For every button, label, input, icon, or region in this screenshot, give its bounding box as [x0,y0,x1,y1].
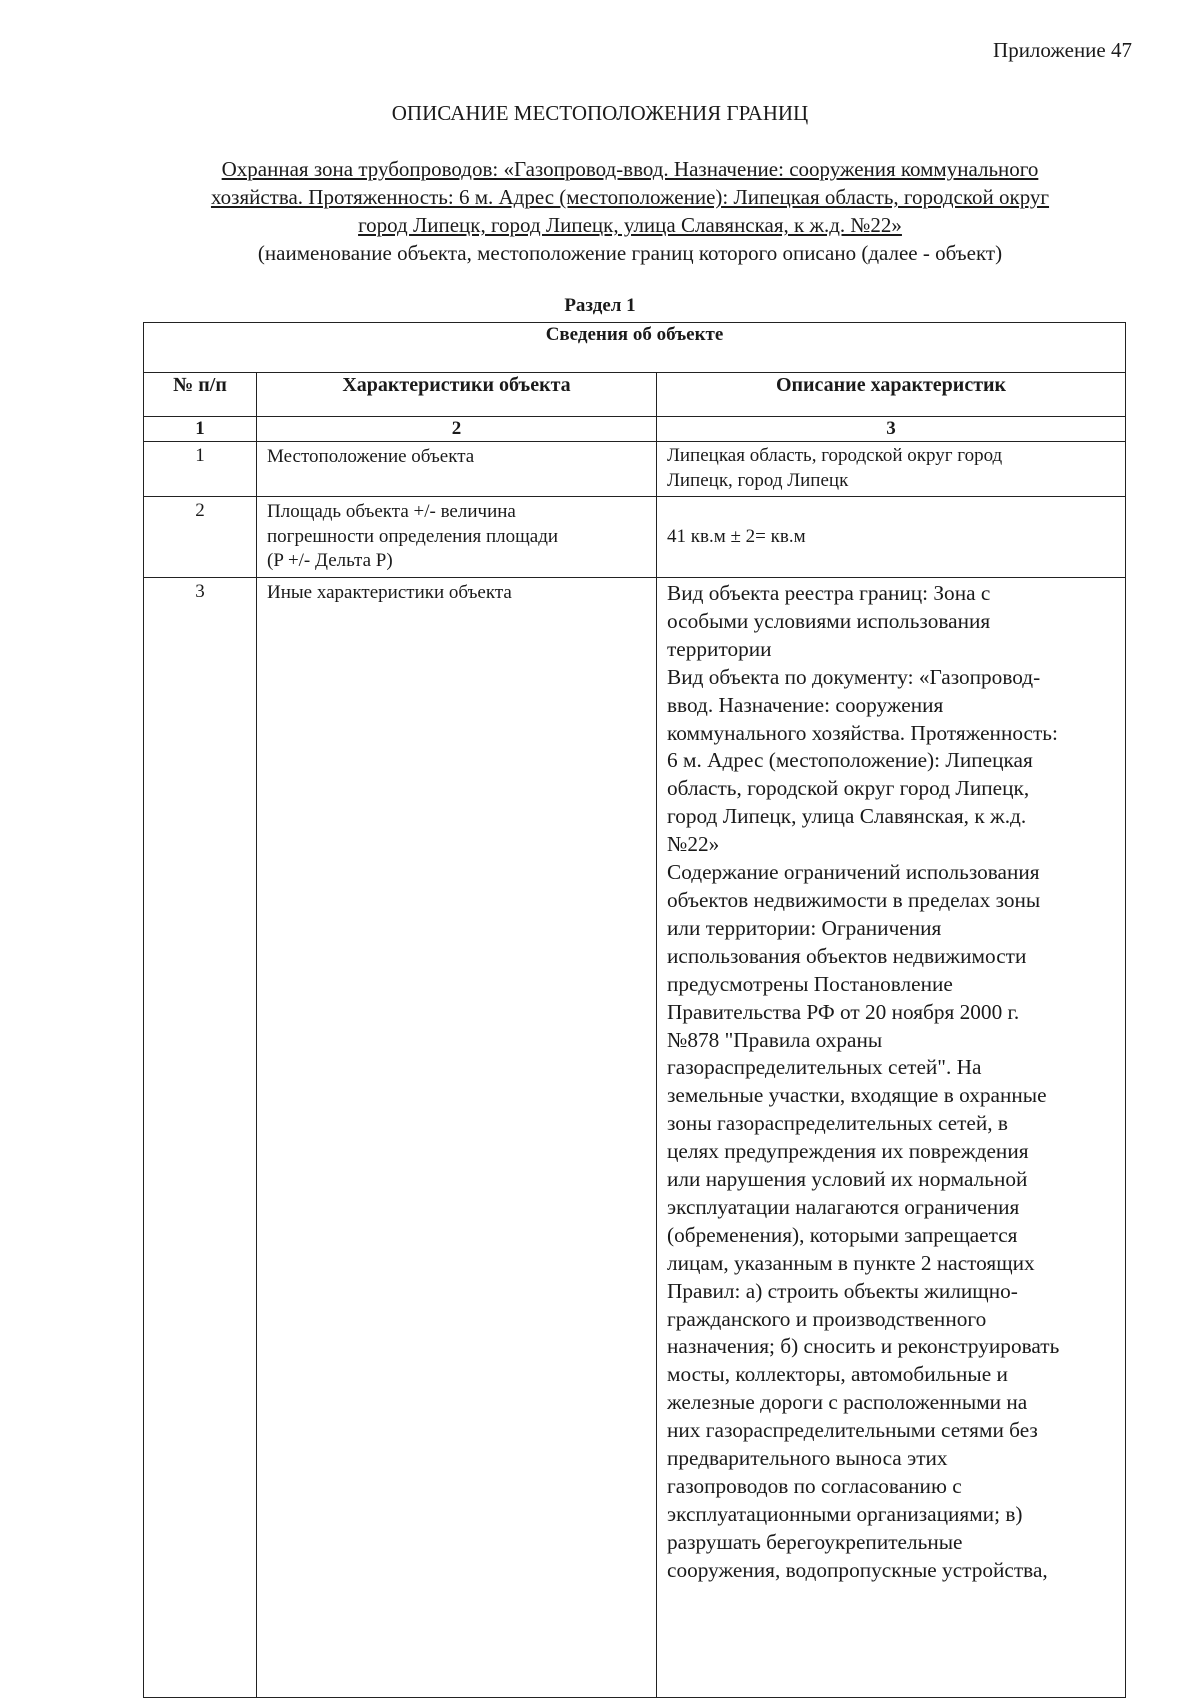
description-line: Содержание ограничений использования [667,860,1040,885]
section-title: Раздел 1 [564,295,636,316]
object-name-caption: (наименование объекта, местоположение границ которого описано (далее - объект) [257,241,1003,265]
description-line: №878 "Правила охраны [667,1027,883,1052]
description-line: них газораспределительными сетями без [667,1418,1038,1443]
description-line: предусмотрены Постановление [667,971,953,996]
description-line: №22» [667,832,720,857]
table-caption-row [144,323,1126,373]
description-line: или территории: Ограничения [667,915,942,940]
description-line: город Липецк, улица Славянская, к ж.д. [667,804,1027,829]
description-line: мосты, коллекторы, автомобильные и [667,1362,1008,1387]
row-description [657,442,1126,497]
description-line: целях предупреждения их повреждения [667,1139,1029,1164]
description-line: сооружения, водопропускные устройства, [667,1557,1048,1582]
column-number: 3 [657,417,1126,442]
appendix-number: Приложение 47 [993,38,1132,62]
description-line: область, городской округ город Липецк, [667,776,1030,801]
object-name-line: хозяйства. Протяженность: 6 м. Адрес (местоположение): Липецкая область, городской округ [210,185,1050,209]
header-description: Описание характеристик [657,373,1126,417]
row-description [657,578,1126,1698]
description-line: Правительства РФ от 20 ноября 2000 г. [667,999,1020,1024]
description-line: использования объектов недвижимости [667,943,1027,968]
table-header-row [144,373,1126,417]
row-number: 2 [144,497,257,578]
description-line: Правил: а) строить объекты жилищно- [667,1278,1018,1303]
description-line: территории [667,636,772,661]
row-characteristic: Иные характеристики объекта [257,578,657,1698]
description-line: Липецкая область, городской округ город [667,445,1003,466]
description-line: объектов недвижимости в пределах зоны [667,887,1041,912]
description-line: коммунального хозяйства. Протяженность: [667,720,1058,745]
row-number: 1 [144,442,257,497]
column-number: 2 [257,417,657,442]
description-line: эксплуатационными организациями; в) [667,1501,1023,1526]
description-line: Вид объекта по документу: «Газопровод- [667,664,1041,689]
description-line: газораспределительных сетей". На [667,1055,982,1080]
description-line: ввод. Назначение: сооружения [667,692,944,717]
description-line: (обременения), которыми запрещается [667,1222,1018,1247]
description-line: газопроводов по согласованию с [667,1474,962,1498]
characteristic-line: Площадь объекта +/- величина [267,501,516,522]
characteristic-line: (P +/- Дельта P) [267,550,393,571]
description-line: 6 м. Адрес (местоположение): Липецкая [667,748,1033,773]
description-line: или нарушения условий их нормальной [667,1167,1028,1192]
object-name-block [140,155,1120,267]
description-line: Вид объекта реестра границ: Зона с [667,581,991,605]
description-line: зоны газораспределительных сетей, в [667,1111,1008,1136]
description-line: эксплуатации налагаются ограничения [667,1194,1020,1219]
description-line: железные дороги с расположенными на [667,1390,1028,1415]
description-line: гражданского и производственного [667,1306,987,1331]
document-title: ОПИСАНИЕ МЕСТОПОЛОЖЕНИЯ ГРАНИЦ [391,101,809,125]
table-row [144,497,1126,578]
row-number: 3 [144,578,257,1698]
description-line: особыми условиями использования [667,608,991,633]
description-line: Липецк, город Липецк [667,469,849,491]
table-row [144,442,1126,497]
header-characteristic: Характеристики объекта [257,373,657,417]
description-line: назначения; б) сносить и реконструировать [667,1334,1060,1359]
characteristic-line: погрешности определения площади [267,525,559,547]
object-name-line: Охранная зона трубопроводов: «Газопровод-ввод. Назначение: сооружения коммунального [221,157,1039,181]
table-row [144,578,1126,1698]
description-line: лицам, указанным в пункте 2 настоящих [667,1250,1035,1275]
description-line: разрушать берегоукрепительные [667,1529,963,1554]
table-caption: Сведения об объекте [144,323,1126,373]
row-description: 41 кв.м ± 2= кв.м [657,497,1126,578]
header-number: № п/п [144,373,257,417]
row-characteristic: Местоположение объекта [257,442,657,497]
object-info-table [143,322,1126,1698]
column-number-row [144,417,1126,442]
object-name-line: город Липецк, город Липецк, улица Славянская, к ж.д. №22» [358,213,902,237]
row-characteristic [257,497,657,578]
description-line: предварительного выноса этих [667,1446,948,1471]
description-line: земельные участки, входящие в охранные [667,1083,1047,1108]
column-number: 1 [144,417,257,442]
